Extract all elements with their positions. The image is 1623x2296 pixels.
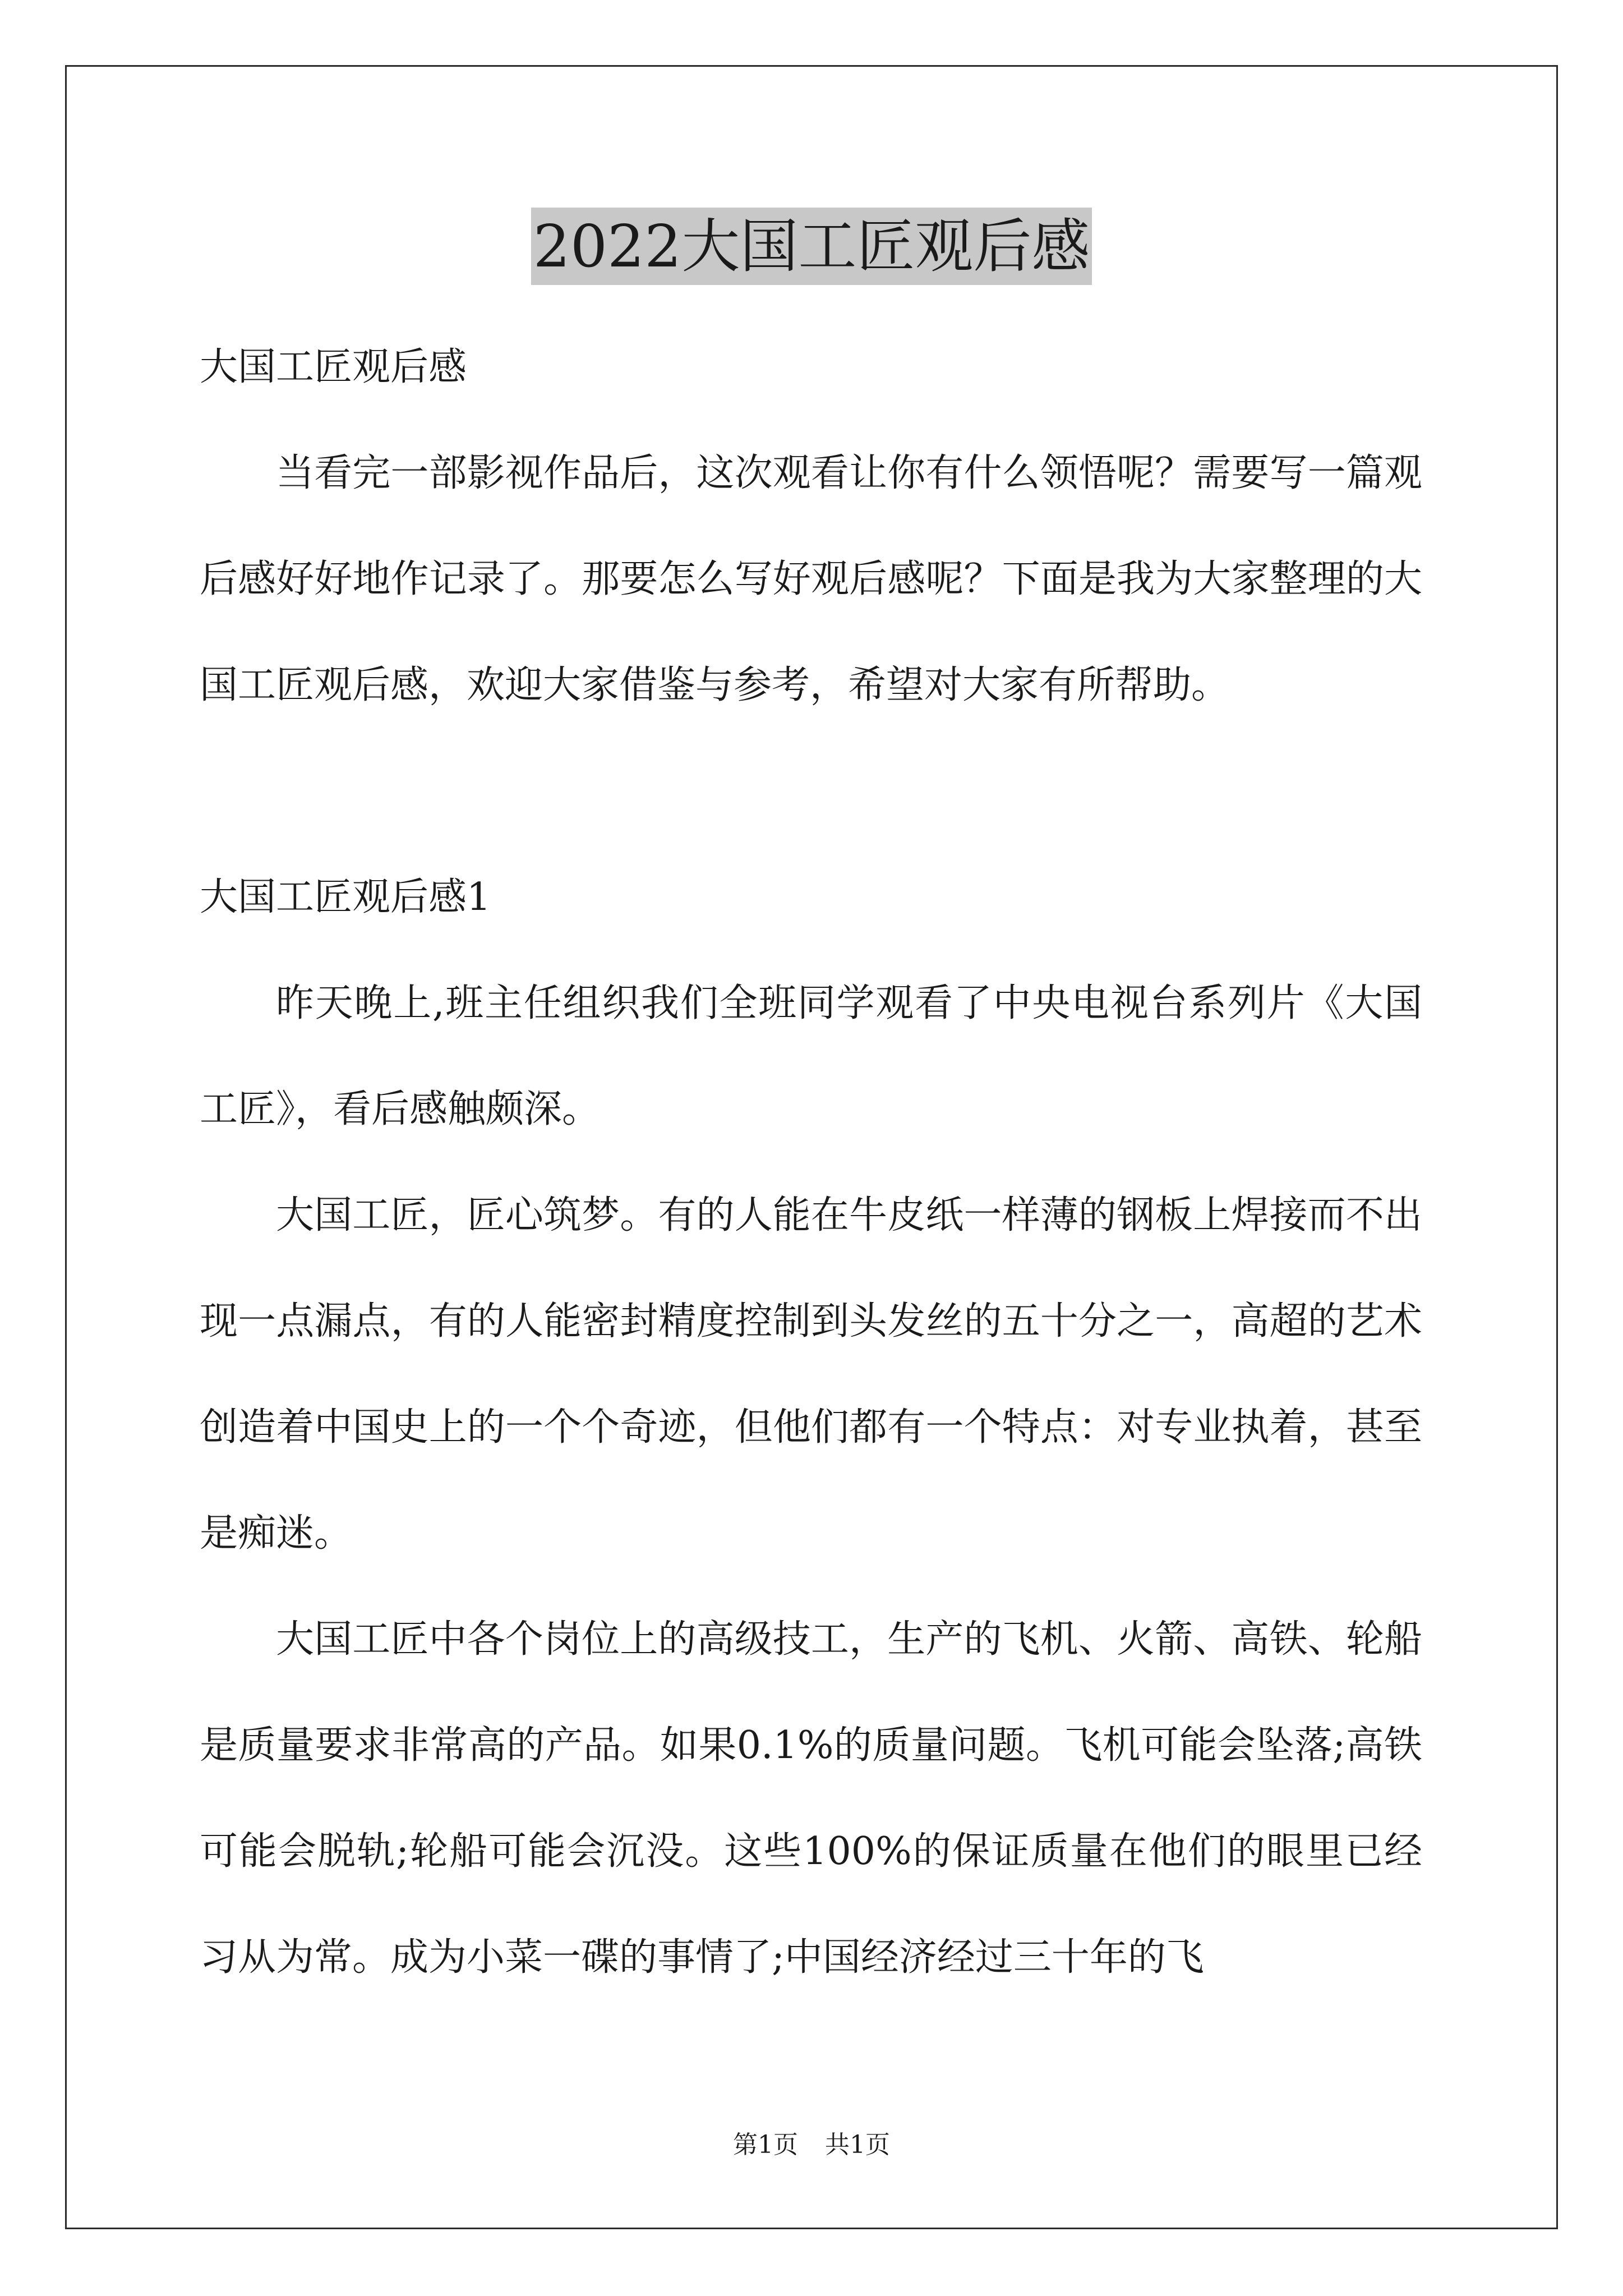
section-heading: 大国工匠观后感1 — [200, 875, 491, 919]
title-container — [0, 208, 1623, 285]
intro-paragraph: 当看完一部影视作品后，这次观看让你有什么领悟呢？需要写一篇观后感好好地作记录了。那要怎么写好观后感呢？下面是我为大家整理的大国工匠观后感，欢迎大家借鉴与参考，希望对大家有所帮助。 — [200, 451, 1422, 707]
document-body — [200, 314, 1422, 2010]
body-paragraph-1: 昨天晚上,班主任组织我们全班同学观看了中央电视台系列片《大国工匠》，看后感触颇深。 — [200, 981, 1422, 1131]
page-number: 第1页 — [733, 2131, 798, 2159]
intro-heading: 大国工匠观后感 — [200, 345, 467, 389]
page-total: 共1页 — [825, 2131, 890, 2159]
body-paragraph-3: 大国工匠中各个岗位上的高级技工，生产的飞机、火箭、高铁、轮船是质量要求非常高的产品。如果0.1%的质量问题。飞机可能会坠落;高铁可能会脱轨;轮船可能会沉没。这些100%的保证质量在他们的眼里已经习从为常。成为小菜一碟的事情了;中国经济经过三十年的飞 — [200, 1617, 1422, 1980]
document-title: 2022大国工匠观后感 — [531, 208, 1092, 285]
page-footer — [0, 2128, 1623, 2162]
section-gap — [200, 738, 1422, 844]
body-paragraph-2: 大国工匠，匠心筑梦。有的人能在牛皮纸一样薄的钢板上焊接而不出现一点漏点，有的人能密封精度控制到头发丝的五十分之一，高超的艺术创造着中国史上的一个个奇迹，但他们都有一个特点：对专业执着，甚至是痴迷。 — [200, 1193, 1422, 1556]
